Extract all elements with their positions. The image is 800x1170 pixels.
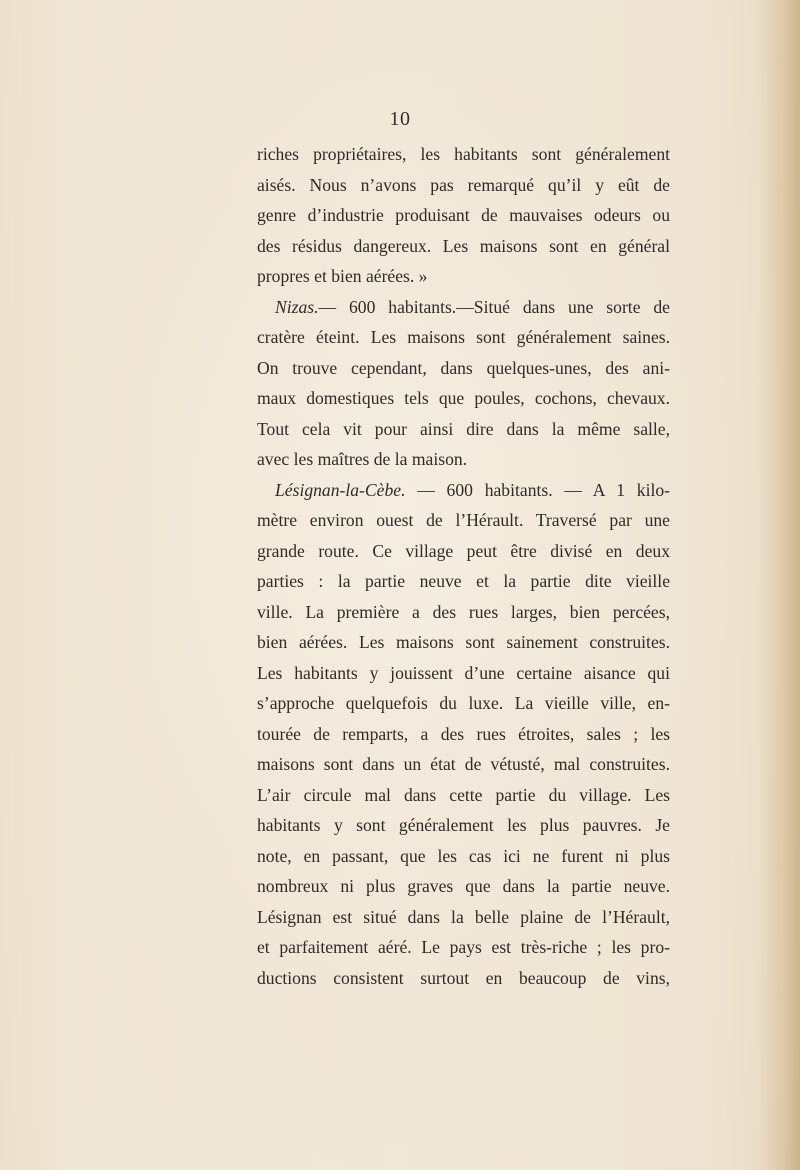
text-line: maux domestiques tels que poules, cochons, chevaux.: [257, 388, 670, 408]
place-name-nizas: Nizas.: [275, 296, 319, 317]
text-line: aisés. Nous n’avons pas remarqué qu’il y eût de: [257, 174, 670, 195]
text-line: grande route. Ce village peut être divisé en deux: [257, 540, 670, 561]
text-line: genre d’industrie produisant de mauvaises odeurs ou: [257, 205, 670, 225]
text-line: L’air circule mal dans cette partie du village. Les: [257, 784, 670, 805]
line-rest: — 600 habitants.—Situé dans une sorte de: [318, 296, 670, 317]
text-line: des résidus dangereux. Les maisons sont en général: [257, 235, 670, 256]
text-line: [257, 475, 670, 506]
text-line: mètre environ ouest de l’Hérault. Traversé par une: [257, 510, 670, 530]
page-number: 10: [389, 108, 411, 130]
text-line: maisons sont dans un état de vétusté, mal construites.: [257, 754, 670, 774]
line-rest: — 600 habitants. — A 1 kilo-: [405, 479, 670, 500]
text-line: tourée de remparts, a des rues étroites, sales ; les: [257, 723, 670, 744]
text-line: bien aérées. Les maisons sont sainement construites.: [257, 632, 670, 652]
text-line: cratère éteint. Les maisons sont généralement saines.: [257, 327, 670, 347]
place-name-lesignan: Lésignan-la-Cèbe.: [275, 479, 406, 500]
text-line: habitants y sont généralement les plus pauvres. Je: [257, 815, 670, 835]
text-line: avec les maîtres de la maison.: [257, 449, 468, 469]
text-line: parties : la partie neuve et la partie dite vieille: [257, 571, 670, 591]
text-line: ville. La première a des rues larges, bien percées,: [257, 601, 670, 622]
text-line: Les habitants y jouissent d’une certaine aisance qui: [257, 662, 670, 683]
text-line: [257, 292, 670, 323]
text-line: Lésignan est situé dans la belle plaine de l’Hérault,: [257, 906, 670, 927]
text-line: propres et bien aérées. »: [257, 266, 428, 286]
text-line: nombreux ni plus graves que dans la partie neuve.: [257, 876, 670, 896]
body-text: [257, 139, 670, 993]
text-line: note, en passant, que les cas ici ne furent ni plus: [257, 845, 670, 866]
page-edge-shadow: [758, 0, 800, 1170]
text-line: s’approche quelquefois du luxe. La vieille ville, en-: [257, 693, 670, 713]
text-line: ductions consistent surtout en beaucoup de vins,: [257, 967, 670, 988]
text-line: et parfaitement aéré. Le pays est très-riche ; les pro-: [257, 937, 670, 957]
text-line: On trouve cependant, dans quelques-unes, des ani-: [257, 357, 670, 378]
text-line: Tout cela vit pour ainsi dire dans la même salle,: [257, 418, 670, 439]
text-line: riches propriétaires, les habitants sont généralement: [257, 144, 670, 164]
